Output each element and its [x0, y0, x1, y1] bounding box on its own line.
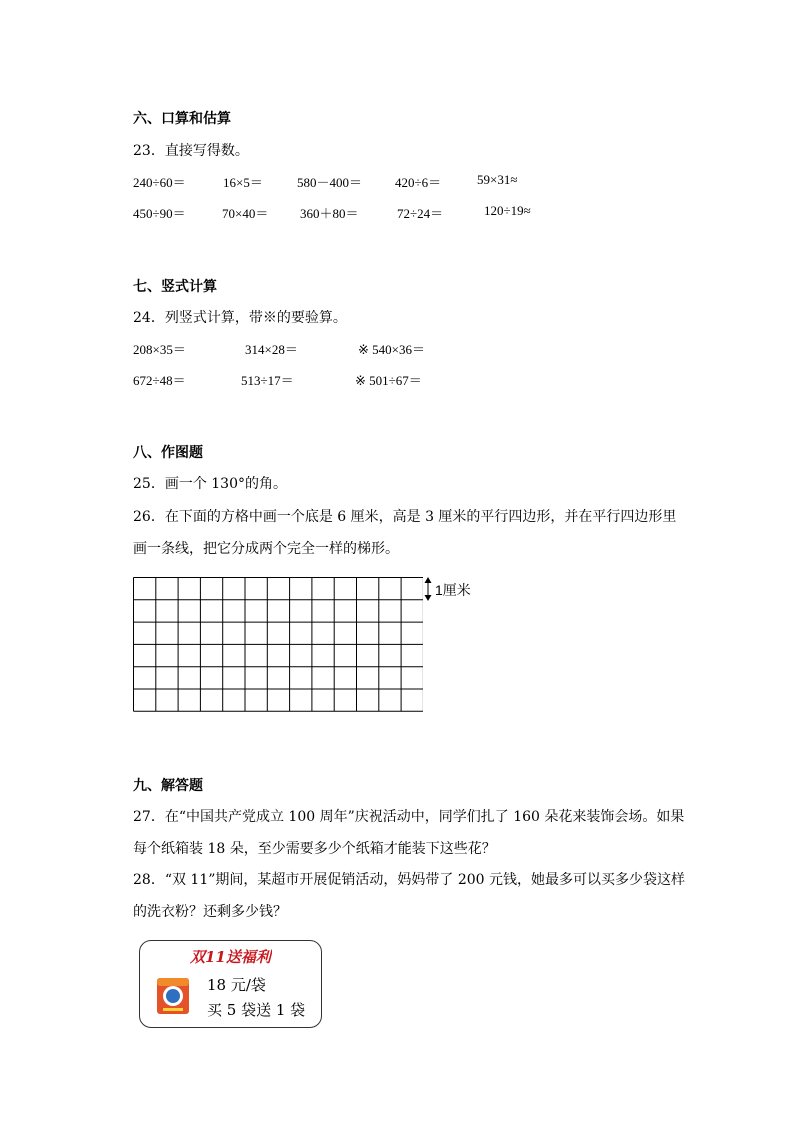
promo-offer: 买 5 袋送 1 袋: [207, 1001, 306, 1019]
q23-expr: 240÷60＝: [133, 175, 186, 190]
question-26-line-2: 画一条线，把它分成两个完全一样的梯形。: [133, 541, 399, 557]
drawing-grid[interactable]: [133, 577, 423, 717]
detergent-bag-icon: [155, 976, 191, 1016]
section-9-title: 九、解答题: [133, 778, 203, 794]
q23-expr: 59×31≈: [477, 172, 518, 187]
q24-expr: 513÷17＝: [241, 373, 294, 388]
question-27-line-2: 每个纸箱装 18 朵，至少需要多少个纸箱才能装下这些花？: [133, 841, 496, 857]
q24-expr: ※ 501÷67＝: [355, 373, 422, 388]
q24-expr: ※ 540×36＝: [358, 342, 425, 357]
q23-expr: 360＋80＝: [300, 206, 359, 221]
q23-expr: 72÷24＝: [397, 206, 444, 221]
promo-logo: [190, 944, 272, 968]
promotion-box: [139, 940, 322, 1028]
question-27-line-1: 27．在“中国共产党成立 100 周年”庆祝活动中，同学们扎了 160 朵花来装饰会场。如果: [133, 809, 685, 825]
unit-label: 1厘米: [435, 582, 471, 598]
q23-expr: 450÷90＝: [133, 206, 186, 221]
question-25-text: 25．画一个 130°的角。: [133, 476, 287, 492]
section-8-title: 八、作图题: [133, 445, 203, 461]
q23-expr: 420÷6＝: [395, 175, 442, 190]
q23-expr: 580－400＝: [297, 175, 363, 190]
section-7-title: 七、竖式计算: [133, 279, 217, 295]
question-23-text: 23．直接写得数。: [133, 143, 249, 159]
q23-expr: 16×5＝: [223, 175, 263, 190]
question-26-line-1: 26．在下面的方格中画一个底是 6 厘米，高是 3 厘米的平行四边形，并在平行四边形里: [133, 509, 677, 525]
double-arrow-icon: [423, 577, 433, 601]
q24-expr: 672÷48＝: [133, 373, 186, 388]
q23-expr: 120÷19≈: [484, 203, 531, 218]
promo-price: 18 元/袋: [207, 976, 266, 994]
q24-expr: 314×28＝: [245, 342, 298, 357]
promo-logo-text: 双11送福利: [190, 948, 271, 966]
q24-expr: 208×35＝: [133, 342, 186, 357]
question-28-line-1: 28．“双 11”期间，某超市开展促销活动，妈妈带了 200 元钱，她最多可以买多少袋这样: [133, 872, 686, 888]
section-6-title: 六、口算和估算: [133, 111, 231, 127]
question-28-line-2: 的洗衣粉？还剩多少钱？: [133, 904, 287, 920]
q23-expr: 70×40＝: [222, 206, 269, 221]
question-24-text: 24．列竖式计算，带※的要验算。: [133, 310, 347, 326]
